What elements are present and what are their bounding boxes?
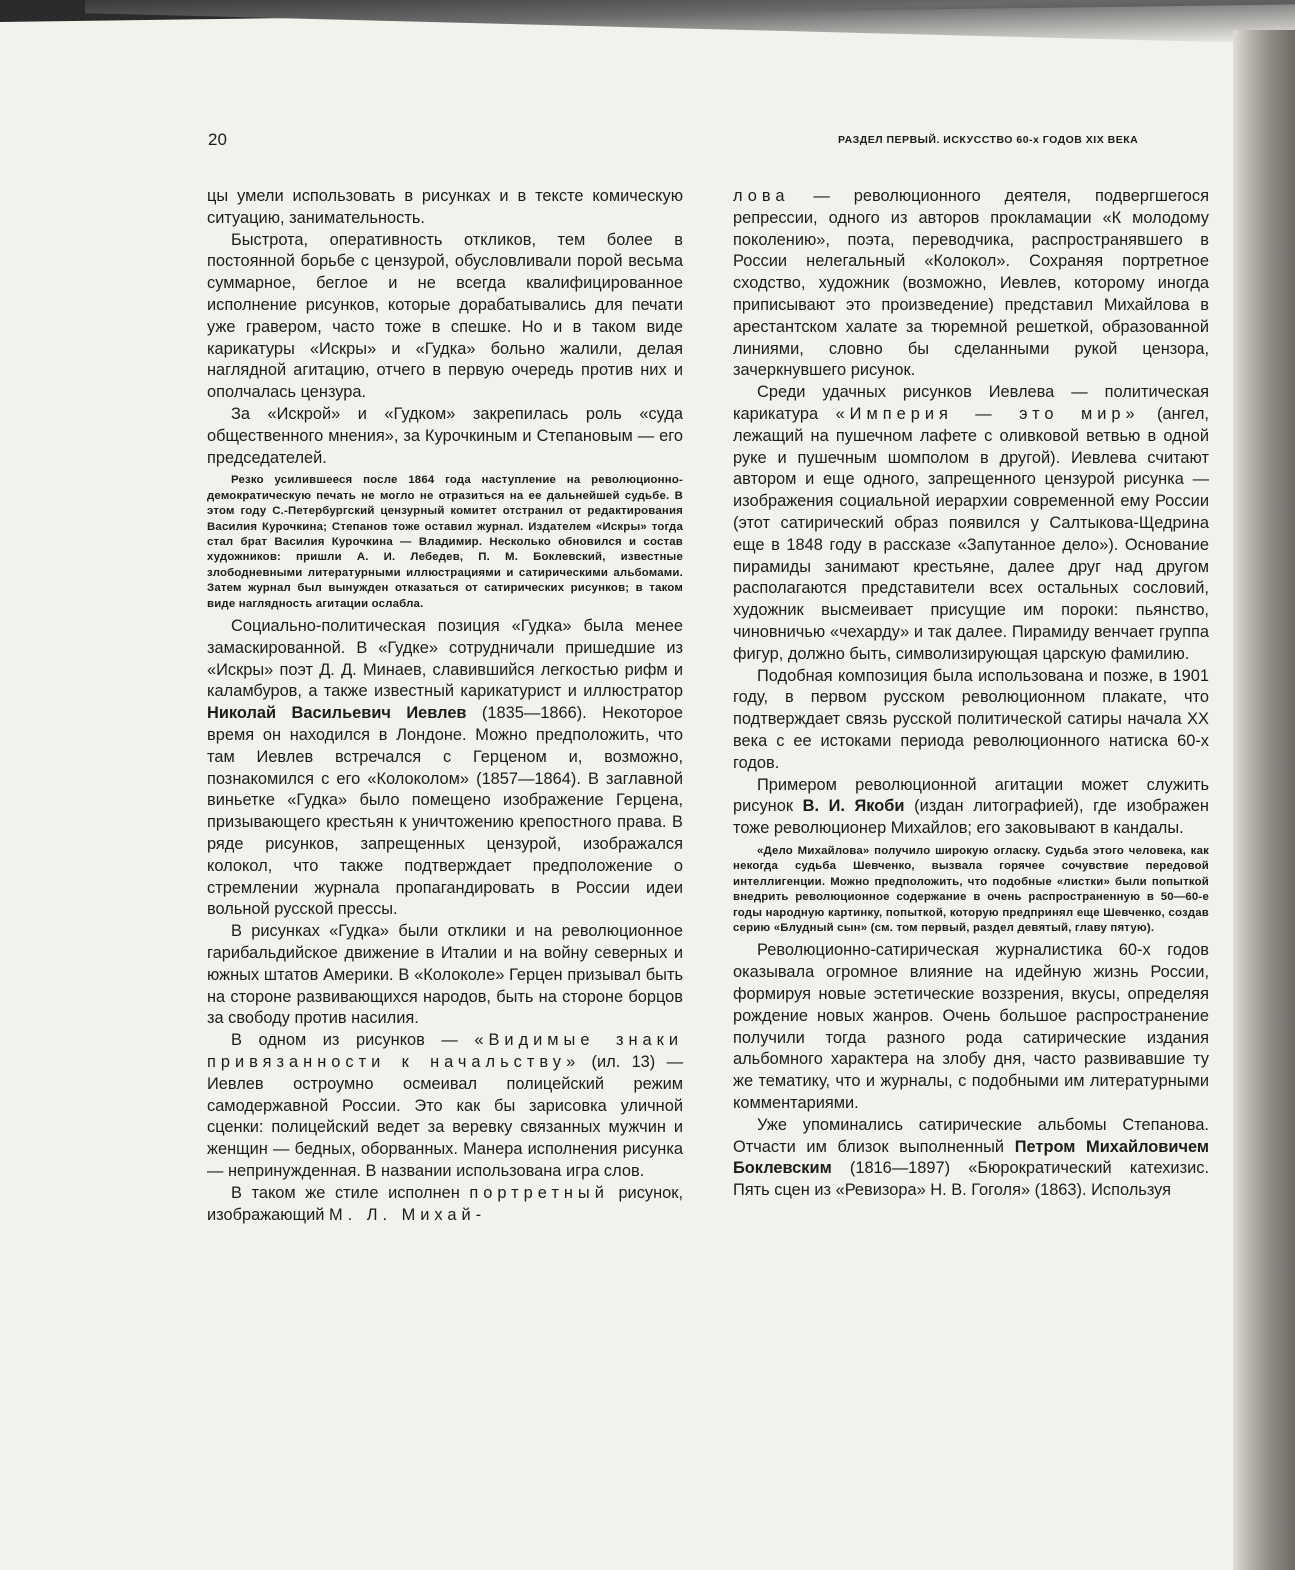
paragraph: Быстрота, оперативность откликов, тем более в постоянной борьбе с цензурой, обусловливали порой весьма суммарное, беглое и не всегда квалифицированное исполнение рисунков, которые дорабатывались для печати уже гравером, часто тоже в спешке. Но и в таком виде карикатуры «Искры» и «Гудка» больно жалили, делая наглядной агитацию, отчего в первую очередь против них и ополчалась цензура.: [207, 230, 683, 402]
text-run: Среди удачных рисунков Иевлева — политическая карикатура: [733, 383, 1209, 423]
artwork-title: «Видимые знаки привязанности к начальству»: [207, 1031, 683, 1071]
text-run: — революционного деятеля, подвергшегося репрессии, одного из авторов прокламации «К молодому поколению», поэта, переводчика, распространявшего в России нелегальный «Колокол». Сохраняя портретное сходство, художник (возможно, Иевлев, которому иногда приписывают это произведение) представил Михайлова в арестантском халате за тюремной решеткой, образованной линиями, словно бы сделанными рукой цензора, зачеркнувшего рисунок.: [733, 187, 1209, 380]
left-column: [207, 186, 683, 1226]
text-run: (ангел, лежащий на пушечном лафете с оливковой ветвью в одной руке и пушечным шомполом в другой). Иевлева считают автором и еще одного, запрещенного цензурой рисунка — изображения социальной иерархии современной ему России (этот сатирический образ появился у Салтыкова-Щедрина еще в 1848 году в рассказе «Запутанное дело»). Основание пирамиды занимают крестьяне, далее друг над другом располагаются представители всех остальных сословий, художник высмеивает присущие им пороки: пьянство, чиновничью «чехарду» и так далее. Пирамиду венчает группа фигур, должно быть, символизирующая царскую фамилию.: [733, 404, 1209, 663]
footnote-block: «Дело Михайлова» получило широкую огласку. Судьба этого человека, как некогда судьба Шевченко, вызвала горячее сочувствие передовой интеллигенции. Можно предположить, что подобные «листки» были попыткой внедрить революционное содержание в очень распространенную в 50—60-е годы народную картинку, попыткой, которую предпринял еще Шевченко, создав серию «Блудный сын» (см. том первый, раздел девятый, главу пятую).: [733, 844, 1209, 934]
paragraph: [733, 775, 1209, 840]
person-name: В. И. Якоби: [802, 797, 905, 816]
text-run: (1835—1866). Некоторое время он находился в Лондоне. Можно предположить, что там Иевлев встречался с Герценом и, возможно, познакомился с его «Колоколом» (1857—1864). В заглавной виньетке «Гудка» было помещено изображение Герцена, призывающего крестьян к уничтожению крепостного права. В ряде рисунков, запрещенных цензурой, изображался колокол, что также подтверждает предположение о стремлении журнала пропагандировать в России идеи вольной русской прессы.: [207, 704, 683, 919]
person-name: Николай Васильевич Иевлев: [207, 704, 467, 723]
paragraph: [207, 616, 683, 921]
footnote-block: Резко усилившееся после 1864 года наступление на революционно-демократическую печать не могло не отразиться на ее дальнейшей судьбе. В этом году С.-Петербургский цензурный комитет отстранил от редактирования Василия Курочкина; Степанов тоже оставил журнал. Издателем «Искры» тогда стал брат Василия Курочкина — Владимир. Несколько обновился и состав художников: пришли А. И. Лебедев, П. М. Боклевский, известные злободневными литературными иллюстрациями и сатирическими альбомами. Затем журнал был вынужден отказаться от сатирических рисунков; в таком виде наглядность агитации ослабла.: [207, 474, 683, 610]
paragraph: [207, 1183, 683, 1227]
right-column: [733, 186, 1209, 1202]
text-run: В таком же стиле исполнен: [231, 1183, 470, 1202]
text-run: (1816—1897) «Бюрократический катехизис. Пять сцен из «Ревизора» Н. В. Гоголя» (1863). Используя: [733, 1159, 1209, 1200]
page-number: 20: [208, 130, 227, 149]
paragraph: Революционно-сатирическая журналистика 60-х годов оказывала огромное влияние на идейную жизнь России, формируя новые эстетические воззрения, вкусы, определяя рождение новых жанров. Очень большое распространение получили тогда разного рода сатирические издания альбомного характера на злобу дня, часто развивавшие ту же тематику, что и журналы, с подобными им литературными комментариями.: [733, 941, 1209, 1112]
paragraph: цы умели использовать в рисунках и в тексте комическую ситуацию, занимательность.: [207, 187, 683, 227]
spaced-word: портретный: [469, 1183, 609, 1202]
running-head: РАЗДЕЛ ПЕРВЫЙ. ИСКУССТВО 60-х ГОДОВ XIX ВЕКА: [838, 134, 1139, 146]
text-run: (издан литографией), где изображен тоже революционер Михайлов; его заковывают в кандалы.: [733, 797, 1209, 838]
text-run: (ил. 13) — Иевлев остроумно осмеивал полицейский режим самодержавной России. Это как бы зарисовка уличной сценки: полицейский ведет за веревку связанных мужчин и женщин — бедных, оборванных. Манера исполнения рисунка — непринужденная. В названии использована игра слов.: [207, 1052, 683, 1180]
spaced-name: М. Л. Михай-: [328, 1205, 487, 1224]
text-run: В одном из рисунков —: [231, 1031, 475, 1050]
paragraph: [207, 1030, 683, 1183]
text-run: Социально-политическая позиция «Гудка» была менее замаскированной. В «Гудке» сотрудничали пришедшие из «Искры» поэт Д. Д. Минаев, славившийся легкостью рифм и каламбуров, а также известный карикатурист и иллюстратор: [207, 617, 683, 701]
artwork-title: «Империя — это мир»: [835, 404, 1140, 423]
paragraph: [733, 1115, 1209, 1202]
text-run: Примером революционной агитации может служить рисунок: [733, 775, 1209, 816]
text-run: Уже упоминались сатирические альбомы Степанова. Отчасти им близок выполненный: [733, 1115, 1209, 1156]
text-run: рисунок, изображающий: [207, 1183, 683, 1224]
paragraph: [733, 382, 1209, 665]
scan-shadow-right: [1233, 30, 1295, 1570]
person-name: Петром Михайловичем Боклевским: [733, 1137, 1209, 1178]
paragraph: [733, 186, 1209, 382]
spaced-name: лова: [733, 187, 790, 205]
paragraph: В рисунках «Гудка» были отклики и на революционное гарибальдийское движение в Италии и на войну северных и южных штатов Америки. В «Колоколе» Герцен призывал быть на стороне развивающихся народов, быть на стороне борцов за свободу против насилия.: [207, 922, 683, 1028]
paragraph: За «Искрой» и «Гудком» закрепилась роль «суда общественного мнения», за Курочкиным и Степановым — его председателей.: [207, 404, 683, 467]
paragraph: Подобная композиция была использована и позже, в 1901 году, в первом русском революционном плакате, что подтверждает связь русской политической сатиры начала XX века с ее истоками периода революционного натиска 60-х годов.: [733, 666, 1209, 772]
